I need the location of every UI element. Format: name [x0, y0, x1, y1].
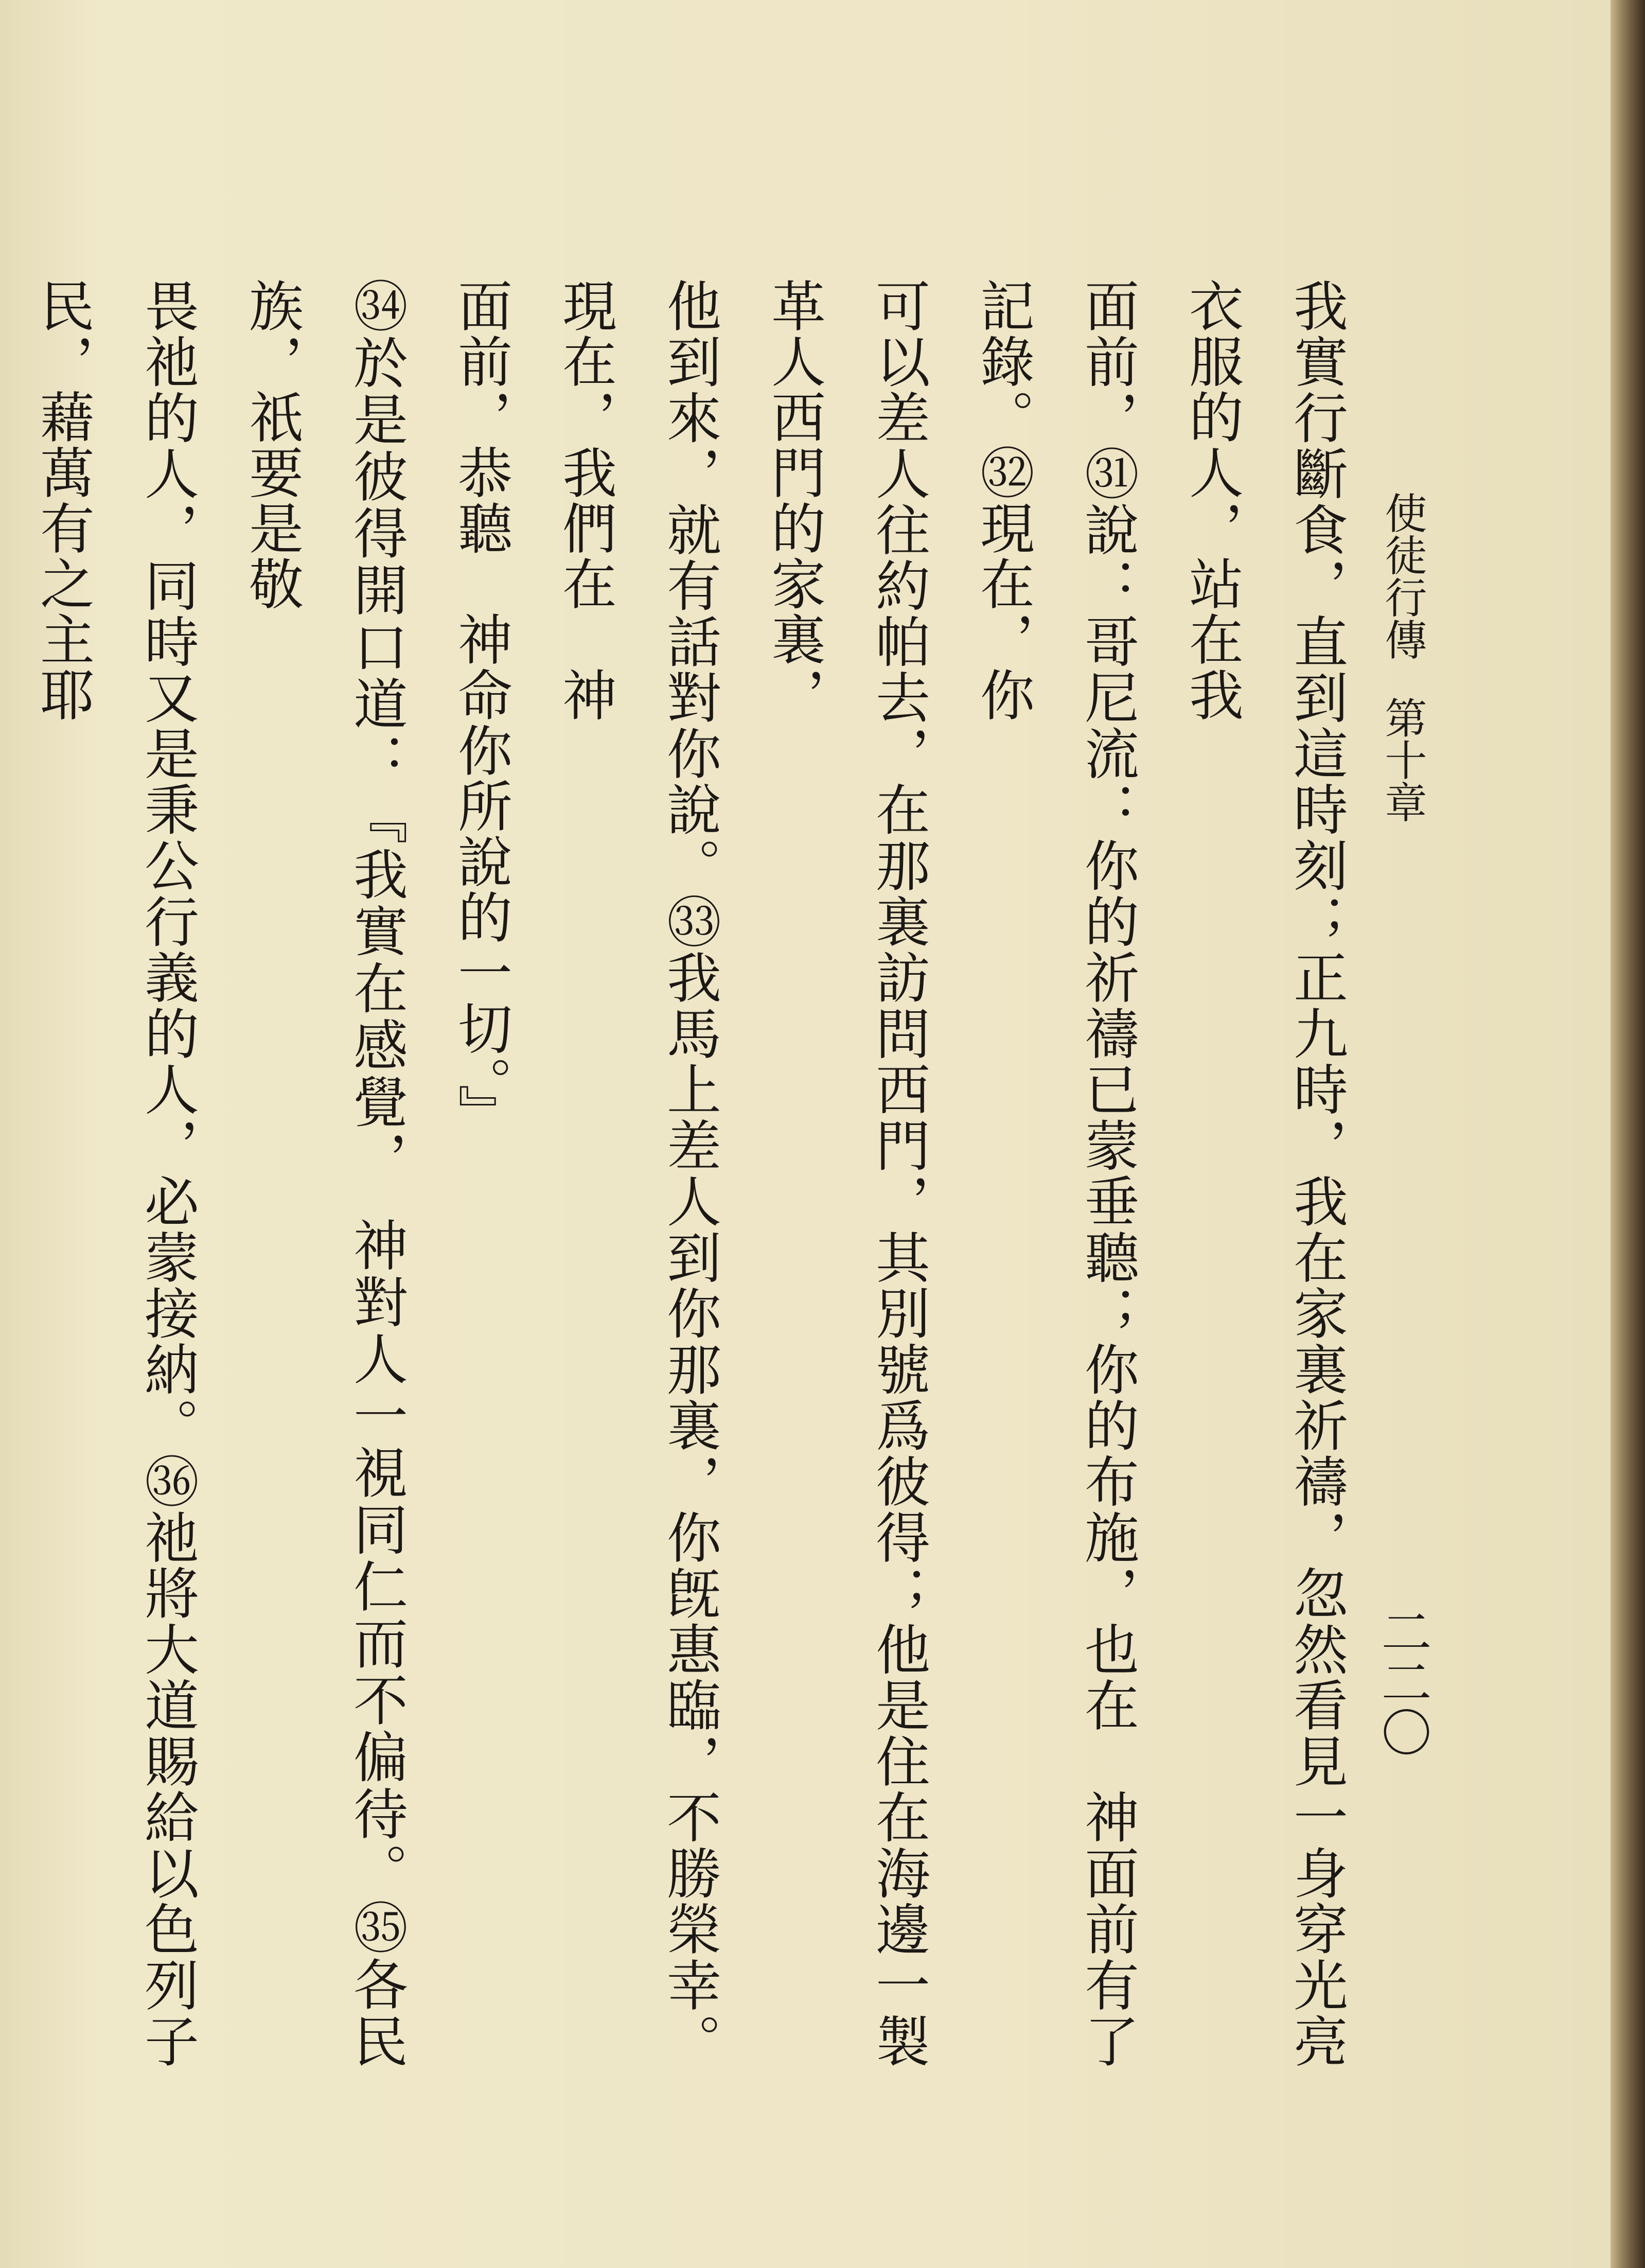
text-column-1: 我實行斷食，直到這時刻；正九時，我在家裏祈禱，忽然看見一身穿光亮衣服的人，站在我 — [1180, 278, 1348, 2069]
text-column-8 — [0, 278, 11, 2069]
running-head — [1364, 491, 1441, 1263]
text-column-2: 面前，㉛說：哥尼流：你的祈禱已蒙垂聽；你的布施，也在 神面前有了記錄。㉜現在，你 — [971, 278, 1139, 2069]
text-column-4: 他到來，就有話對你說。㉝我馬上差人到你那裏，你旣惠臨，不勝榮幸。現在，我們在 神 — [554, 278, 721, 2069]
page-edge-shadow — [1611, 0, 1645, 2268]
text-column-6: ㉞於是彼得開口道：『我實在感覺， 神對人一視同仁而不偏待。㉟各民族，祇要是敬 — [240, 278, 408, 2069]
chapter-label: 第十章 — [1378, 696, 1427, 823]
text-column-7: 畏祂的人，同時又是秉公行義的人，必蒙接納。㊱祂將大道賜給以色列子民，藉萬有之主耶 — [31, 278, 199, 2069]
page-number: 二二〇 — [1373, 1606, 1431, 1757]
text-column-3: 可以差人往約帕去，在那裏訪問西門，其別號爲彼得；他是住在海邊一製革人西門的家裏， — [763, 278, 930, 2069]
text-column-5: 面前，恭聽 神命你所說的一切。』 — [449, 278, 512, 1140]
book-title: 使徒行傳 — [1378, 491, 1427, 660]
body-text — [31, 278, 1369, 2069]
